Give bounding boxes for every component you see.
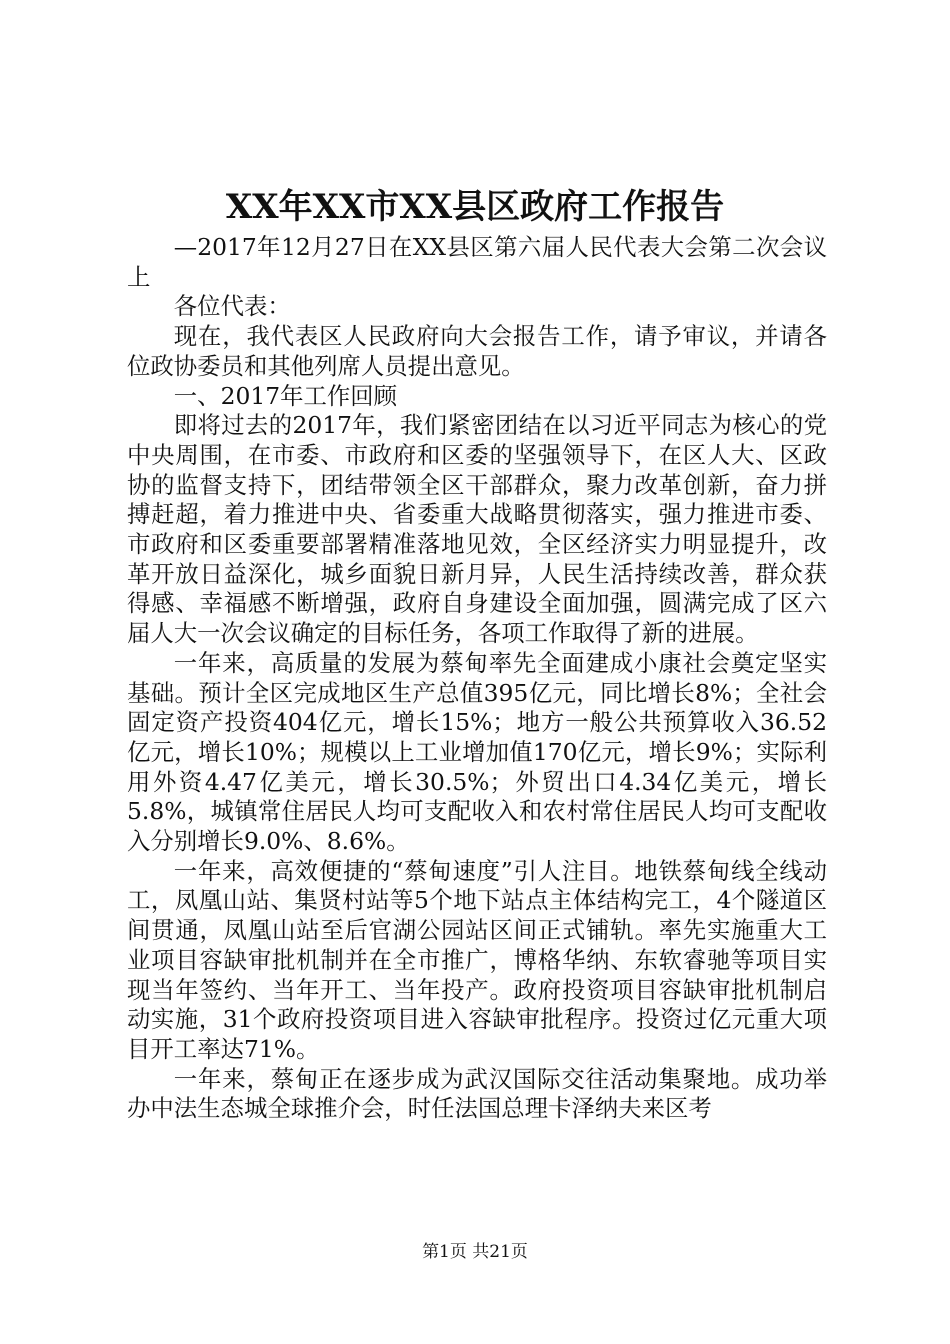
paragraph-intro: 现在，我代表区人民政府向大会报告工作，请予审议，并请各位政协委员和其他列席人员提出意见。 xyxy=(127,322,827,380)
page-number-footer: 第1页 共21页 xyxy=(422,1242,528,1262)
document-body xyxy=(127,233,827,1124)
document-title: XX年XX市XX县区政府工作报告 xyxy=(225,187,725,227)
paragraph-salutation: 各位代表： xyxy=(173,292,291,321)
paragraph-economy: 一年来，高质量的发展为蔡甸率先全面建成小康社会奠定坚实基础。预计全区完成地区生产总值395亿元，同比增长8%；全社会固定资产投资404亿元，增长15%；地方一般公共预算收入36.52亿元，增长10%；规模以上工业增加值170亿元，增长9%；实际利用外资4.47亿美元，增长30.5%；外贸出口4.34亿美元，增长5.8%，城镇常住居民人均可支配收入和农村常住居民人均可支配收入分别增长9.0%、8.6%。 xyxy=(127,648,827,856)
paragraph-subtitle: —2017年12月27日在XX县区第六届人民代表大会第二次会议上 xyxy=(127,233,827,291)
paragraph-review: 即将过去的2017年，我们紧密团结在以习近平同志为核心的党中央周围，在市委、市政府和区委的坚强领导下，在区人大、区政协的监督支持下，团结带领全区干部群众，聚力改革创新，奋力拼搏赶超，着力推进中央、省委重大战略贯彻落实，强力推进市委、市政府和区委重要部署精准落地见效，全区经济实力明显提升，改革开放日益深化，城乡面貌日新月异，人民生活持续改善，群众获得感、幸福感不断增强，政府自身建设全面加强，圆满完成了区六届人大一次会议确定的目标任务，各项工作取得了新的进展。 xyxy=(127,411,827,648)
paragraph-speed: 一年来，高效便捷的“蔡甸速度”引人注目。地铁蔡甸线全线动工，凤凰山站、集贤村站等5个地下站点主体结构完工，4个隧道区间贯通，凤凰山站至后官湖公园站区间正式铺轨。率先实施重大工业项目容缺审批机制并在全市推广，博格华纳、东软睿驰等项目实现当年签约、当年开工、当年投产。政府投资项目容缺审批机制启动实施，31个政府投资项目进入容缺审批程序。投资过亿元重大项目开工率达71%。 xyxy=(127,856,827,1063)
section-heading: 一、2017年工作回顾 xyxy=(173,381,398,410)
paragraph-international: 一年来，蔡甸正在逐步成为武汉国际交往活动集聚地。成功举办中法生态城全球推介会，时任法国总理卡泽纳夫来区考 xyxy=(127,1064,827,1123)
